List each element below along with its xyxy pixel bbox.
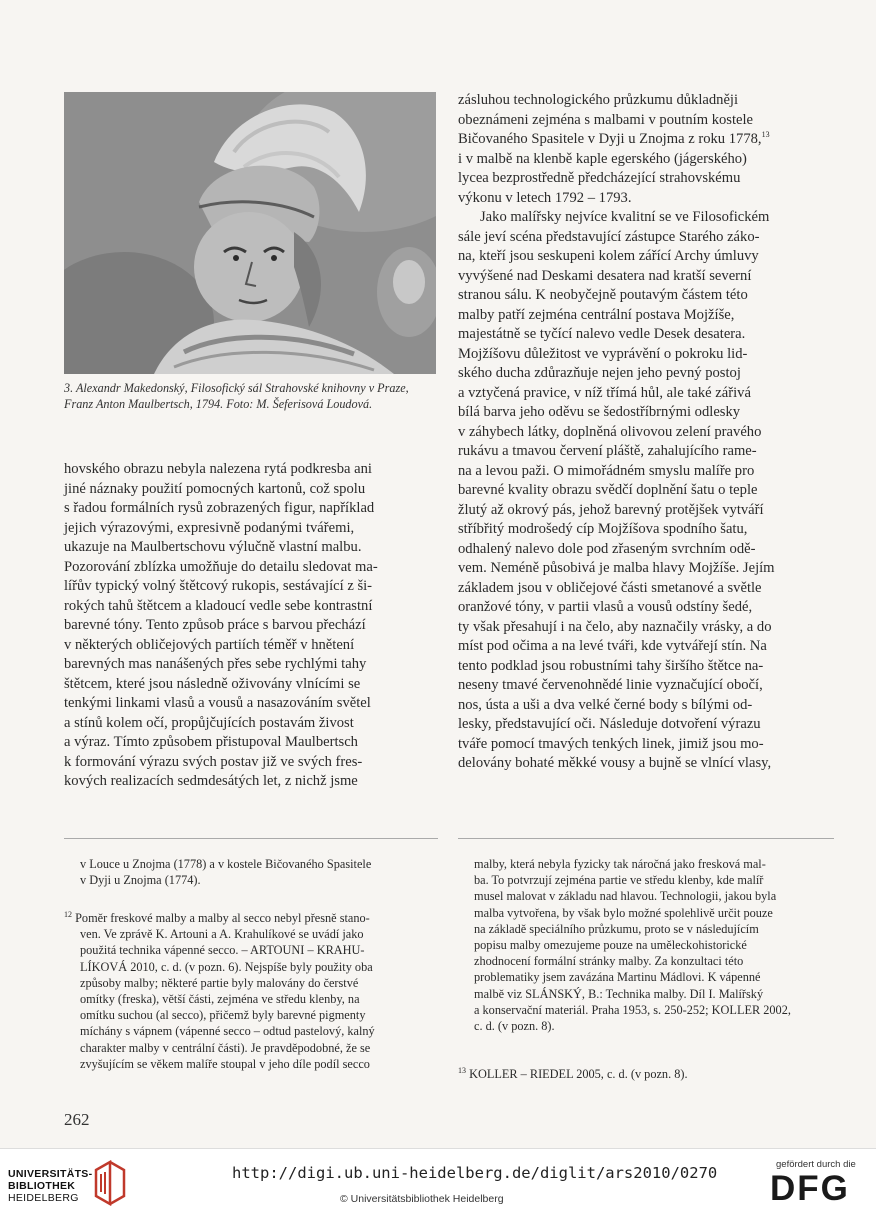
footnote-line: míchány s vápnem (vápenné secco – odtud pastelový, kalný: [80, 1024, 375, 1039]
footnote-line: malba vytvořena, by však bylo možné spolehlivě určit pouze: [474, 905, 773, 920]
text-line: hovského obrazu nebyla nalezena rytá podkresba ani: [64, 461, 372, 477]
library-line: UNIVERSITÄTS-: [8, 1168, 93, 1180]
library-line: BIBLIOTHEK: [8, 1180, 76, 1192]
text-line: jiné náznaky použití pomocných kartonů, což spolu: [64, 480, 366, 497]
footnote-line: ven. Ve zprávě K. Artouni a A. Krahulíkové se uvádí jako: [80, 927, 364, 942]
text-line: Pozorování zblízka umožňuje do detailu sledovat ma-: [64, 558, 378, 575]
text-line: k formování výrazu svých postav již ve svých fres-: [64, 753, 363, 770]
text-line: Jako malířsky nejvíce kvalitní se ve Filosofickém: [480, 209, 770, 225]
footnote-divider-left: [64, 838, 438, 839]
funded-by-label: gefördert durch die: [776, 1159, 856, 1170]
text-line: na, kteří jsou seskupeni kolem zářící Archy úmluvy: [458, 248, 759, 264]
footnote-line: v Louce u Znojma (1778) a v kostele Bičovaného Spasitele: [80, 857, 372, 871]
figure-caption: [64, 380, 438, 412]
footnote-line: problematiky jsem zavázána Martinu Mádlovi. K vápenné: [474, 970, 761, 985]
text-line: vem. Neméně působivá je malba hlavy Mojžíše. Jejím: [458, 560, 775, 576]
text-line-with-footnote: [458, 130, 834, 150]
painting-illustration: [64, 92, 436, 374]
text-line: Mojžíšovu důležitost ve vyprávění o pokroku lid-: [458, 345, 748, 362]
footnote-line: v Dyji u Znojma (1774).: [80, 873, 201, 888]
text-line: barevných mas nanášených přes sebe rychlými tahy: [64, 656, 367, 672]
text-line: lesky, představující oči. Následuje dotvoření výrazu: [458, 716, 761, 732]
dfg-logo[interactable]: DFG: [770, 1169, 850, 1208]
text-line: oranžové tóny, v partii vlasů a vousů odstíny šedé,: [458, 599, 753, 615]
footnote-line: způsoby malby; některé partie byly malovány do čerstvé: [80, 975, 359, 990]
footnote-number: 13: [458, 1065, 466, 1075]
text-line: základem jsou v obličejové části smetanové a světle: [458, 579, 762, 596]
text-line: s řadou formálních rysů zobrazených figur, například: [64, 500, 375, 516]
text-line: neseny tmavé červenohnědé linie vyznačující obočí,: [458, 677, 763, 693]
text-line: barevné kvality obrazu svědčí doplnění šatu o teple: [458, 482, 758, 498]
text-line: malby patří zejména centrální postava Mojžíše,: [458, 306, 735, 323]
right-text-column: [458, 91, 834, 774]
footnote-line: a konservační materiál. Praha 1953, s. 250-252; KOLLER 2002,: [474, 1002, 791, 1017]
text-line: v některých obličejových partiích téměř v hnětení: [64, 636, 355, 653]
text-line: obeznámeni zejména s malbami v poutním kostele: [458, 111, 754, 128]
footnote-12: [64, 910, 438, 1072]
text-line: ty však přesahují i na čelo, aby naznačily vrásky, a do: [458, 618, 772, 635]
footnote-ref[interactable]: 13: [761, 130, 770, 140]
footnote-line: malby, která nebyla fyzicky tak náročná jako fresková mal-: [474, 857, 766, 871]
footnote-line: použitá technika vápenné secco. – ARTOUNI – KRAHU-: [80, 943, 365, 958]
text-line: výkonu v letech 1792 – 1793.: [458, 189, 632, 206]
text-line: sále jeví scéna představující zástupce Starého záko-: [458, 228, 760, 245]
caption-line: 3. Alexandr Makedonský, Filosofický sál Strahovské knihovny v Praze,: [64, 381, 409, 395]
text-line: tváře pomocí tmavých tenkých linek, jimiž jsou mo-: [458, 735, 764, 752]
text-line: odhalený nalevo dole pod zřaseným svrchním odě-: [458, 540, 756, 557]
text-line: tenkými linkami vlasů a vousů a nasazováním světel: [64, 695, 371, 711]
footnote-line: omítky (freska), větší části, zejména ve středu klenby, na: [80, 992, 360, 1007]
footnote-line: zhodnocení formální stránky malby. Za konzultaci této: [474, 954, 744, 969]
copyright-notice: © Universitätsbibliothek Heidelberg: [340, 1193, 504, 1205]
text-line: ukazuje na Maulbertschovu výlučně vlastní malbu.: [64, 539, 362, 555]
text-line: rokých tahů štětcem a kladoucí vedle sebe kontrastní: [64, 597, 373, 614]
text-line: vyvýšené nad Deskami desatera nad kratší severní: [458, 267, 752, 284]
footnote-line: KOLLER – RIEDEL 2005, c. d. (v pozn. 8).: [469, 1067, 688, 1081]
document-url-link[interactable]: http://digi.ub.uni-heidelberg.de/diglit/ars2010/0270: [232, 1164, 718, 1182]
text-line: barevné tóny. Tento způsob práce s barvou přechází: [64, 617, 366, 633]
text-line: ského ducha zdůrazňuje nejen jeho pevný postoj: [458, 365, 741, 381]
text-line: štětcem, které jsou následně oživovány vlnícími se: [64, 675, 361, 692]
page-number: 262: [64, 1110, 90, 1129]
library-logo[interactable]: [6, 1160, 136, 1208]
footnote-13: [458, 1066, 834, 1082]
footnote-line: charakter malby v centrální části). Je pravděpodobné, že se: [80, 1040, 371, 1055]
footnote-line: LÍKOVÁ 2010, c. d. (v pozn. 6). Nejspíše byly použity oba: [80, 959, 373, 974]
text-line: a vztyčená pravice, v níž třímá hůl, ale také zářivá: [458, 384, 751, 401]
text-line: a výraz. Tímto způsobem přistupoval Maulbertsch: [64, 734, 358, 750]
footnote-number: 12: [64, 909, 72, 919]
text-line: Bičovaného Spasitele v Dyji u Znojma z roku 1778,: [458, 131, 762, 147]
painting-photo-alexander: [64, 92, 436, 374]
library-name: [8, 1168, 92, 1204]
text-line: stranou sálu. K neobyčejně poutavým částem této: [458, 287, 748, 303]
text-line: stříbřitý modrošedý cíp Mojžíšova spodního šatu,: [458, 521, 748, 537]
text-line: na a levou paži. O mimořádném smyslu malíře pro: [458, 462, 755, 479]
footnote-line: musel malovat v základu nad hlavou. Technologii, jakou byla: [474, 889, 777, 904]
text-line: bílá barva jeho oděvu se šedostříbrnými odlesky: [458, 404, 741, 420]
footnote-line: popisu malby omezujeme pouze na uměleckohistorické: [474, 938, 747, 953]
footnote-line: na základě speciálního průzkumu, proto se v následujícím: [474, 921, 759, 936]
text-line: lířův typický volný štětcový rukopis, sestávající z ši-: [64, 578, 373, 594]
text-line: delovány bohaté měkké vousy a bujně se vlnící vlasy,: [458, 755, 772, 771]
text-line: lycea bezprostředně předcházející strahovskému: [458, 170, 741, 186]
footnote-line: malbě viz SLÁNSKÝ, B.: Technika malby. Díl I. Malířský: [474, 986, 764, 1001]
text-line: míst pod očima a na levé tváři, kde vytvářejí stín. Na: [458, 638, 767, 654]
footnote-line: omítku suchou (al secco), přičemž byly barevné pigmenty: [80, 1008, 366, 1023]
caption-line: Franz Anton Maulbertsch, 1794. Foto: M. Šeferisová Loudová.: [64, 397, 373, 411]
text-line: majestátně se tyčící nalevo vedle Desek desatera.: [458, 326, 746, 342]
text-line: rukávu a tmavou červení pláště, zahalujícího rame-: [458, 443, 757, 459]
text-line: nos, ústa a uši a dva velké černé body s bílými od-: [458, 696, 753, 713]
text-line: v záhybech látky, doplněná olivovou zelení pravého: [458, 423, 762, 440]
text-line: žlutý až okrový pás, jehož barevný protějšek vytváří: [458, 501, 764, 518]
footnote-continuation-left: [80, 856, 438, 888]
footnote-line: zvyšujícím se věkem malíře stoupal v jeho díle podíl secco: [80, 1056, 370, 1071]
text-line: jejich výrazovými, expresivně podanými tvářemi,: [64, 519, 355, 536]
footnote-12-continued: [474, 856, 834, 1034]
text-line: tento podklad jsou robustními tahy širšího štětce na-: [458, 657, 764, 674]
left-text-column: [64, 460, 438, 792]
text-line: zásluhou technologického průzkumu důkladněji: [458, 92, 739, 108]
footnote-line: c. d. (v pozn. 8).: [474, 1019, 555, 1034]
library-line: HEIDELBERG: [8, 1192, 79, 1204]
footnote-line: ba. To potvrzují zejména partie ve středu klenby, kde malíř: [474, 873, 764, 888]
text-line: kových realizacích sedmdesátých let, z nichž jsme: [64, 773, 358, 789]
footnote-line: Poměr freskové malby a malby al secco nebyl přesně stano-: [75, 911, 370, 925]
text-line: a stínů kolem očí, propůjčujících postavám živost: [64, 714, 354, 731]
library-emblem-icon: [92, 1160, 128, 1206]
text-line: i v malbě na klenbě kaple egerského (jágerského): [458, 150, 747, 167]
footnote-divider-right: [458, 838, 834, 839]
